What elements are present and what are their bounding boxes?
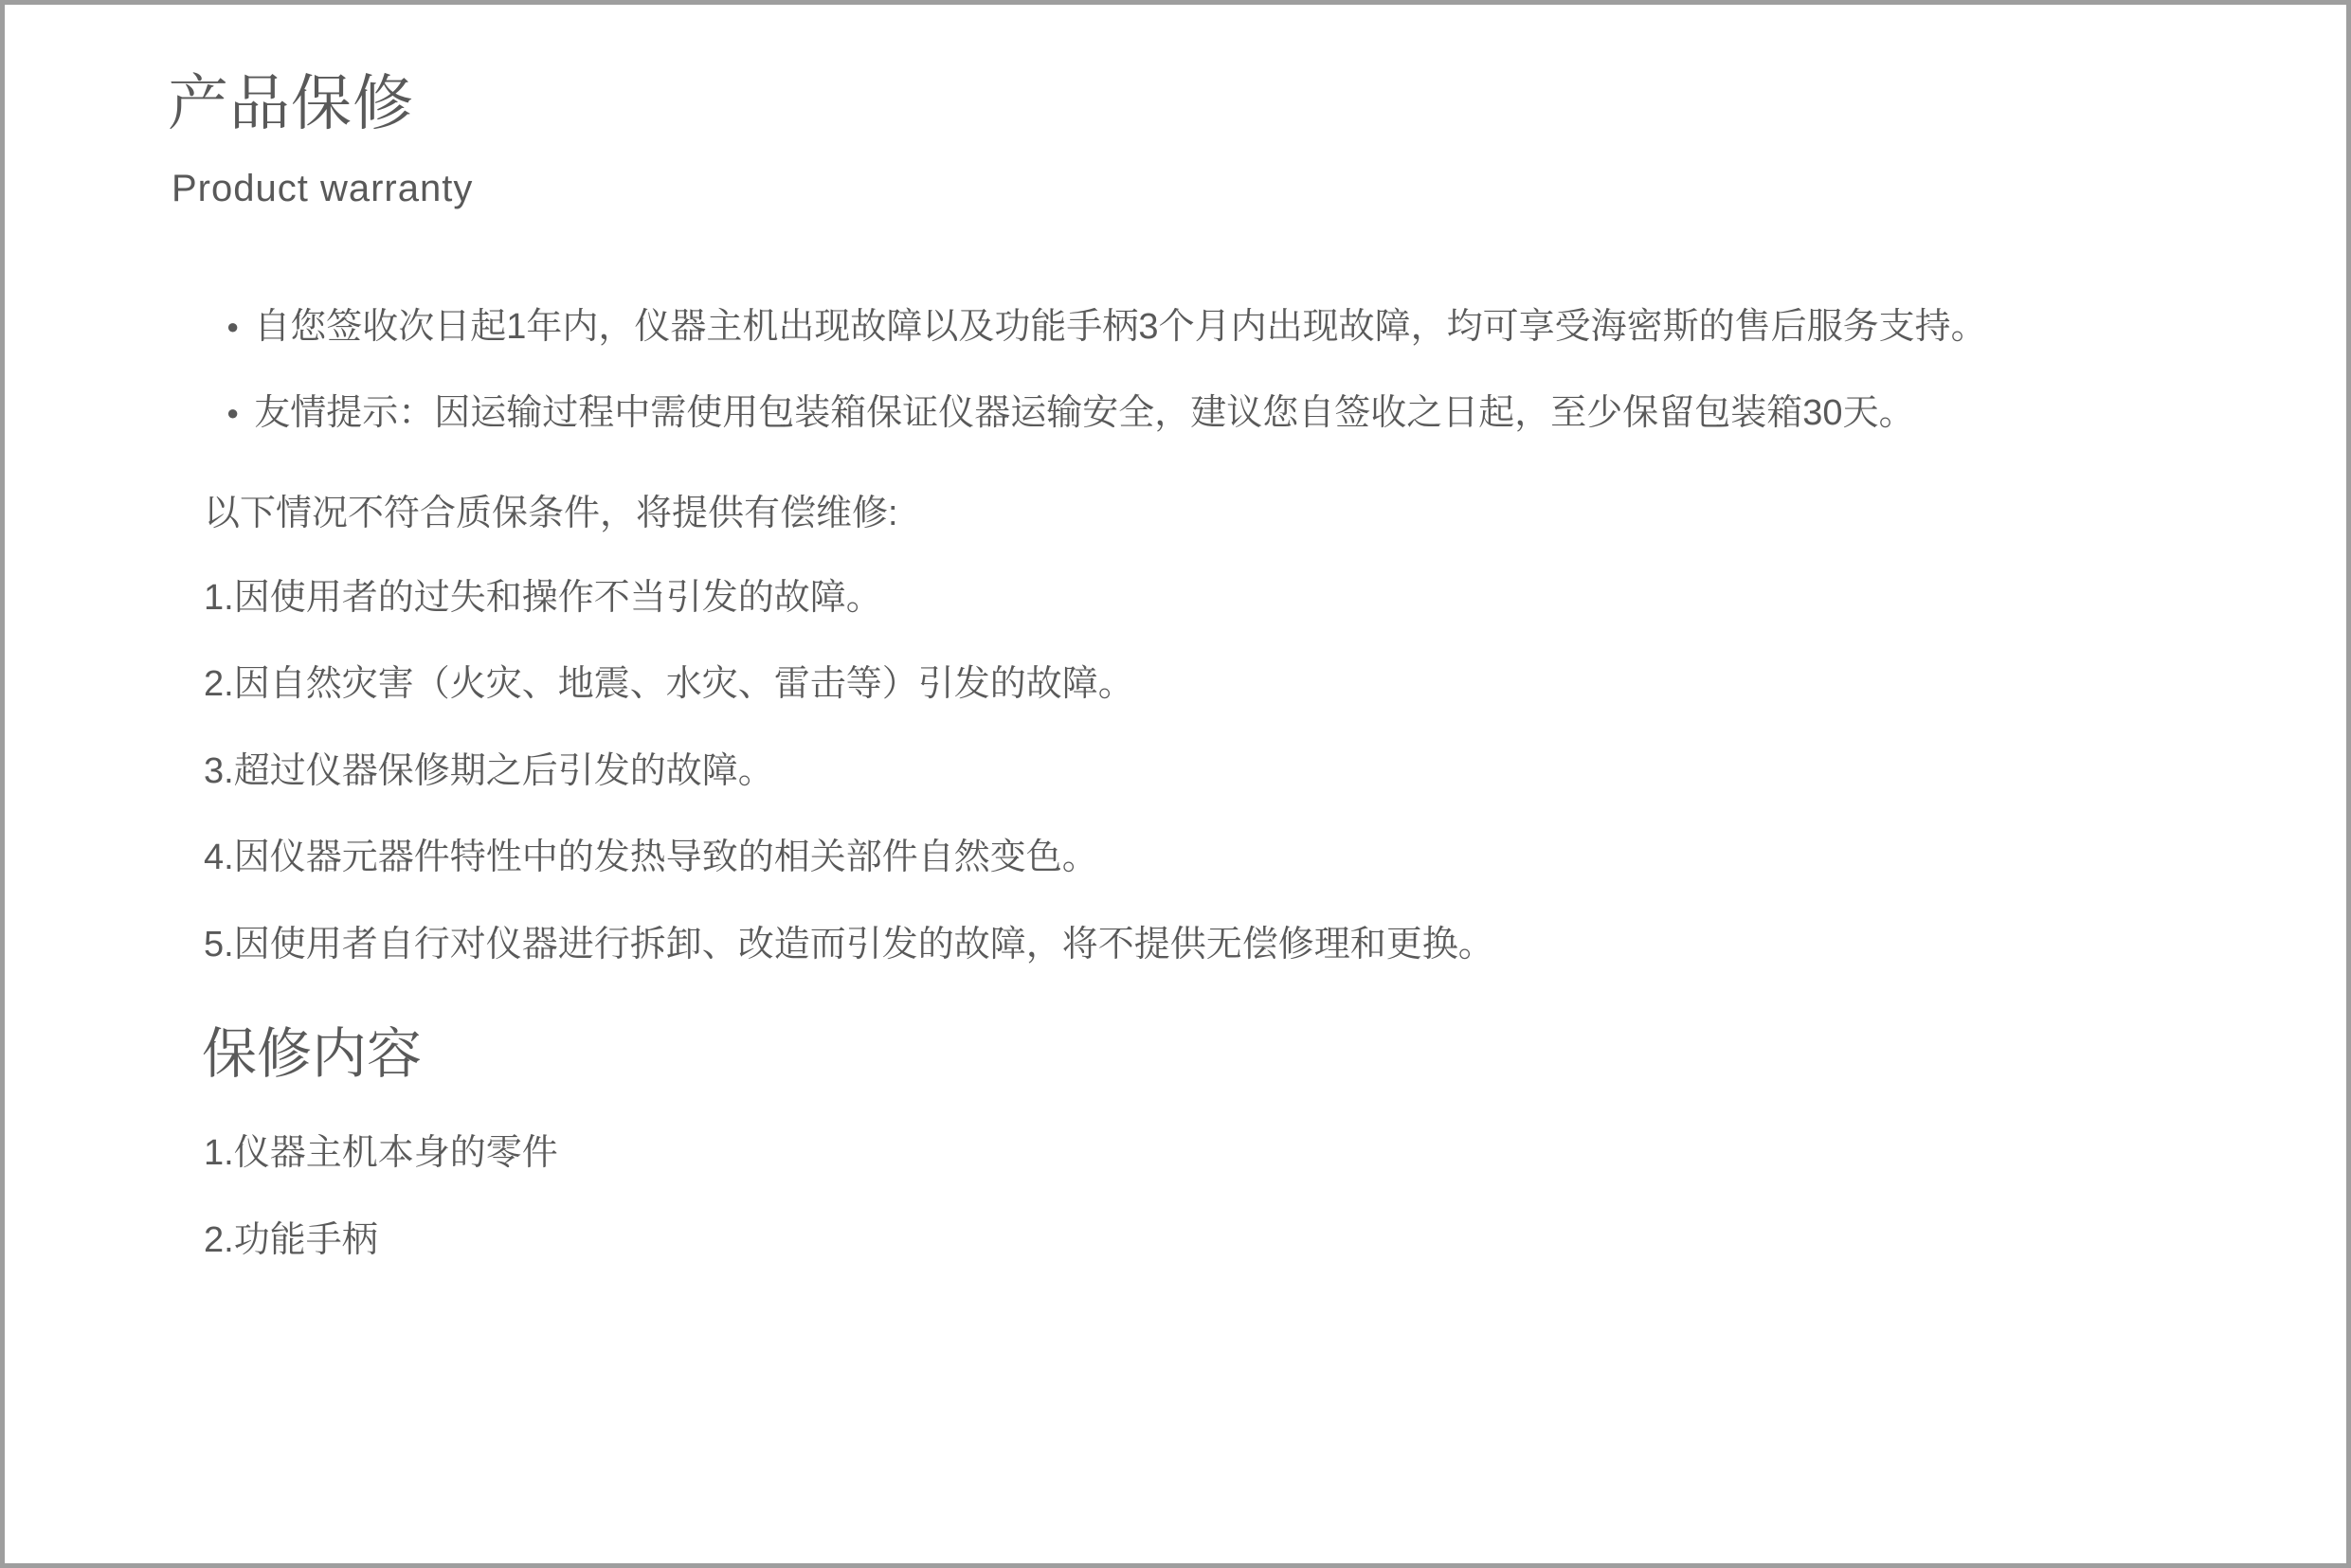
coverage-heading: 保修内容 — [202, 1023, 423, 1085]
bullet-icon: ● — [226, 401, 240, 424]
coverage-item: 2.功能手柄 — [204, 1220, 378, 1260]
condition-item: 1.因使用者的过失和操作不当引发的故障。 — [204, 578, 882, 618]
bullet-icon: ● — [226, 315, 240, 338]
condition-item: 3.超过仪器保修期之后引发的故障。 — [204, 751, 774, 791]
page-subtitle: Product warranty — [172, 168, 474, 209]
conditions-intro: 以下情况不符合质保条件，将提供有偿维修: — [204, 494, 898, 533]
warranty-note-text: 自您签收次日起1年内，仪器主机出现故障以及功能手柄3个月内出现故障，均可享受海密斯的售后服务支持。 — [254, 307, 1987, 347]
warranty-note — [226, 305, 1987, 349]
page-title: 产品保修 — [168, 69, 414, 137]
condition-item: 4.因仪器元器件特性中的发热导致的相关部件自然变色。 — [204, 838, 1098, 877]
coverage-item: 1.仪器主机本身的零件 — [204, 1133, 558, 1173]
warranty-note-text: 友情提示：因运输过程中需使用包装箱保证仪器运输安全，建议您自签收之日起，至少保留包装箱30天。 — [254, 393, 1915, 433]
condition-item: 5.因使用者自行对仪器进行拆卸、改造而引发的故障，将不提供无偿修理和更换。 — [204, 925, 1494, 964]
condition-item: 2.因自然灾害（火灾、地震、水灾、雷击等）引发的故障。 — [204, 664, 1134, 704]
warranty-note — [226, 391, 1915, 435]
